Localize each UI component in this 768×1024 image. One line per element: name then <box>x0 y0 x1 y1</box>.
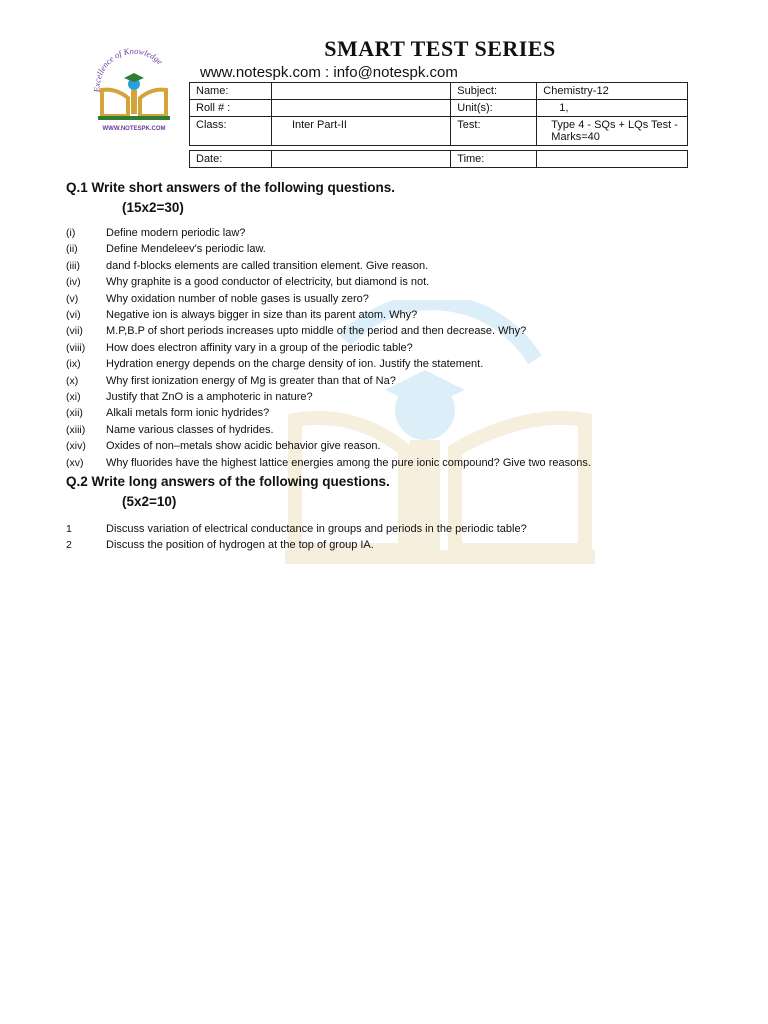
list-item <box>66 389 706 405</box>
time-value <box>537 151 688 168</box>
list-item <box>66 340 706 356</box>
info-row-roll <box>190 100 688 117</box>
list-item <box>66 438 706 454</box>
list-item <box>66 455 706 471</box>
list-item <box>66 537 706 553</box>
item-number: (xv) <box>66 456 84 469</box>
unit-value: 1, <box>537 100 688 117</box>
date-value <box>271 151 450 168</box>
q2-list <box>66 521 706 554</box>
logo-url-text: WWW.NOTESPK.COM <box>102 126 166 132</box>
list-item <box>66 225 706 241</box>
q2-heading: Q.2 Write long answers of the following questions. <box>66 474 390 489</box>
q2-marks: (5x2=10) <box>122 494 177 509</box>
item-text: Discuss the position of hydrogen at the top of group IA. <box>106 539 374 552</box>
info-table <box>189 82 688 168</box>
svg-text:Excellence of Knowledge <box>92 46 165 94</box>
info-row-date <box>190 151 688 168</box>
q1-marks: (15x2=30) <box>122 200 184 215</box>
list-item <box>66 521 706 537</box>
item-number: 1 <box>66 523 72 535</box>
item-number: (iv) <box>66 276 81 289</box>
item-text: Alkali metals form ionic hydrides? <box>106 407 270 420</box>
item-number: (v) <box>66 292 79 305</box>
item-number: (xiii) <box>66 423 86 436</box>
logo-icon <box>86 44 182 140</box>
item-text: Name various classes of hydrides. <box>106 423 274 436</box>
item-number: (xiv) <box>66 440 86 453</box>
test-label: Test: <box>451 117 537 146</box>
item-text: Justify that ZnO is a amphoteric in nature? <box>106 391 313 404</box>
name-label: Name: <box>190 83 272 100</box>
list-item <box>66 241 706 257</box>
item-text: How does electron affinity vary in a group of the periodic table? <box>106 341 413 354</box>
contact-line: www.notespk.com : info@notespk.com <box>200 64 458 81</box>
item-text: Define Mendeleev's periodic law. <box>106 243 266 256</box>
item-number: (x) <box>66 374 79 387</box>
item-text: Why fluorides have the highest lattice energies among the pure ionic compound? Give two reasons. <box>106 456 591 469</box>
item-number: (ix) <box>66 358 81 371</box>
item-text: Hydration energy depends on the charge density of ion. Justify the statement. <box>106 358 484 371</box>
time-label: Time: <box>451 151 537 168</box>
roll-label: Roll # : <box>190 100 272 117</box>
list-item <box>66 373 706 389</box>
page-title: SMART TEST SERIES <box>324 36 556 61</box>
logo-arc-text: Excellence of Knowledge <box>91 45 165 93</box>
item-number: (xii) <box>66 407 83 420</box>
name-value <box>271 83 450 100</box>
list-item <box>66 291 706 307</box>
list-item <box>66 356 706 372</box>
item-text: Discuss variation of electrical conductance in groups and periods in the periodic table? <box>106 523 527 535</box>
list-item <box>66 307 706 323</box>
item-number: (iii) <box>66 259 80 272</box>
item-text: Why first ionization energy of Mg is greater than that of Na? <box>106 374 396 387</box>
unit-label: Unit(s): <box>451 100 537 117</box>
test-value: Type 4 - SQs + LQs Test - Marks=40 <box>537 117 688 146</box>
list-item <box>66 422 706 438</box>
item-number: (vii) <box>66 325 83 338</box>
list-item <box>66 274 706 290</box>
date-label: Date: <box>190 151 272 168</box>
item-text: Why graphite is a good conductor of electricity, but diamond is not. <box>106 276 430 289</box>
item-number: (viii) <box>66 341 86 354</box>
item-text: Oxides of non–metals show acidic behavior give reason. <box>106 440 381 453</box>
item-text: M.P,B.P of short periods increases upto middle of the period and then decrease. Why? <box>106 325 527 338</box>
info-row-name <box>190 83 688 100</box>
item-text: Negative ion is always bigger in size than its parent atom. Why? <box>106 309 418 322</box>
item-number: (i) <box>66 227 76 239</box>
item-number: (ii) <box>66 243 78 256</box>
item-text: Why oxidation number of noble gases is usually zero? <box>106 292 369 305</box>
list-item <box>66 405 706 421</box>
item-number: (vi) <box>66 309 81 322</box>
item-number: (xi) <box>66 391 81 404</box>
item-text: dand f-blocks elements are called transition element. Give reason. <box>106 259 429 272</box>
list-item <box>66 323 706 339</box>
q1-list <box>66 225 706 471</box>
q1-heading: Q.1 Write short answers of the following questions. <box>66 180 396 195</box>
item-number: 2 <box>66 539 72 552</box>
subject-label: Subject: <box>451 83 537 100</box>
list-item <box>66 258 706 274</box>
subject-value: Chemistry-12 <box>537 83 688 100</box>
info-row-class <box>190 117 688 146</box>
roll-value <box>271 100 450 117</box>
class-value: Inter Part-II <box>271 117 450 146</box>
item-text: Define modern periodic law? <box>106 227 246 239</box>
class-label: Class: <box>190 117 272 146</box>
